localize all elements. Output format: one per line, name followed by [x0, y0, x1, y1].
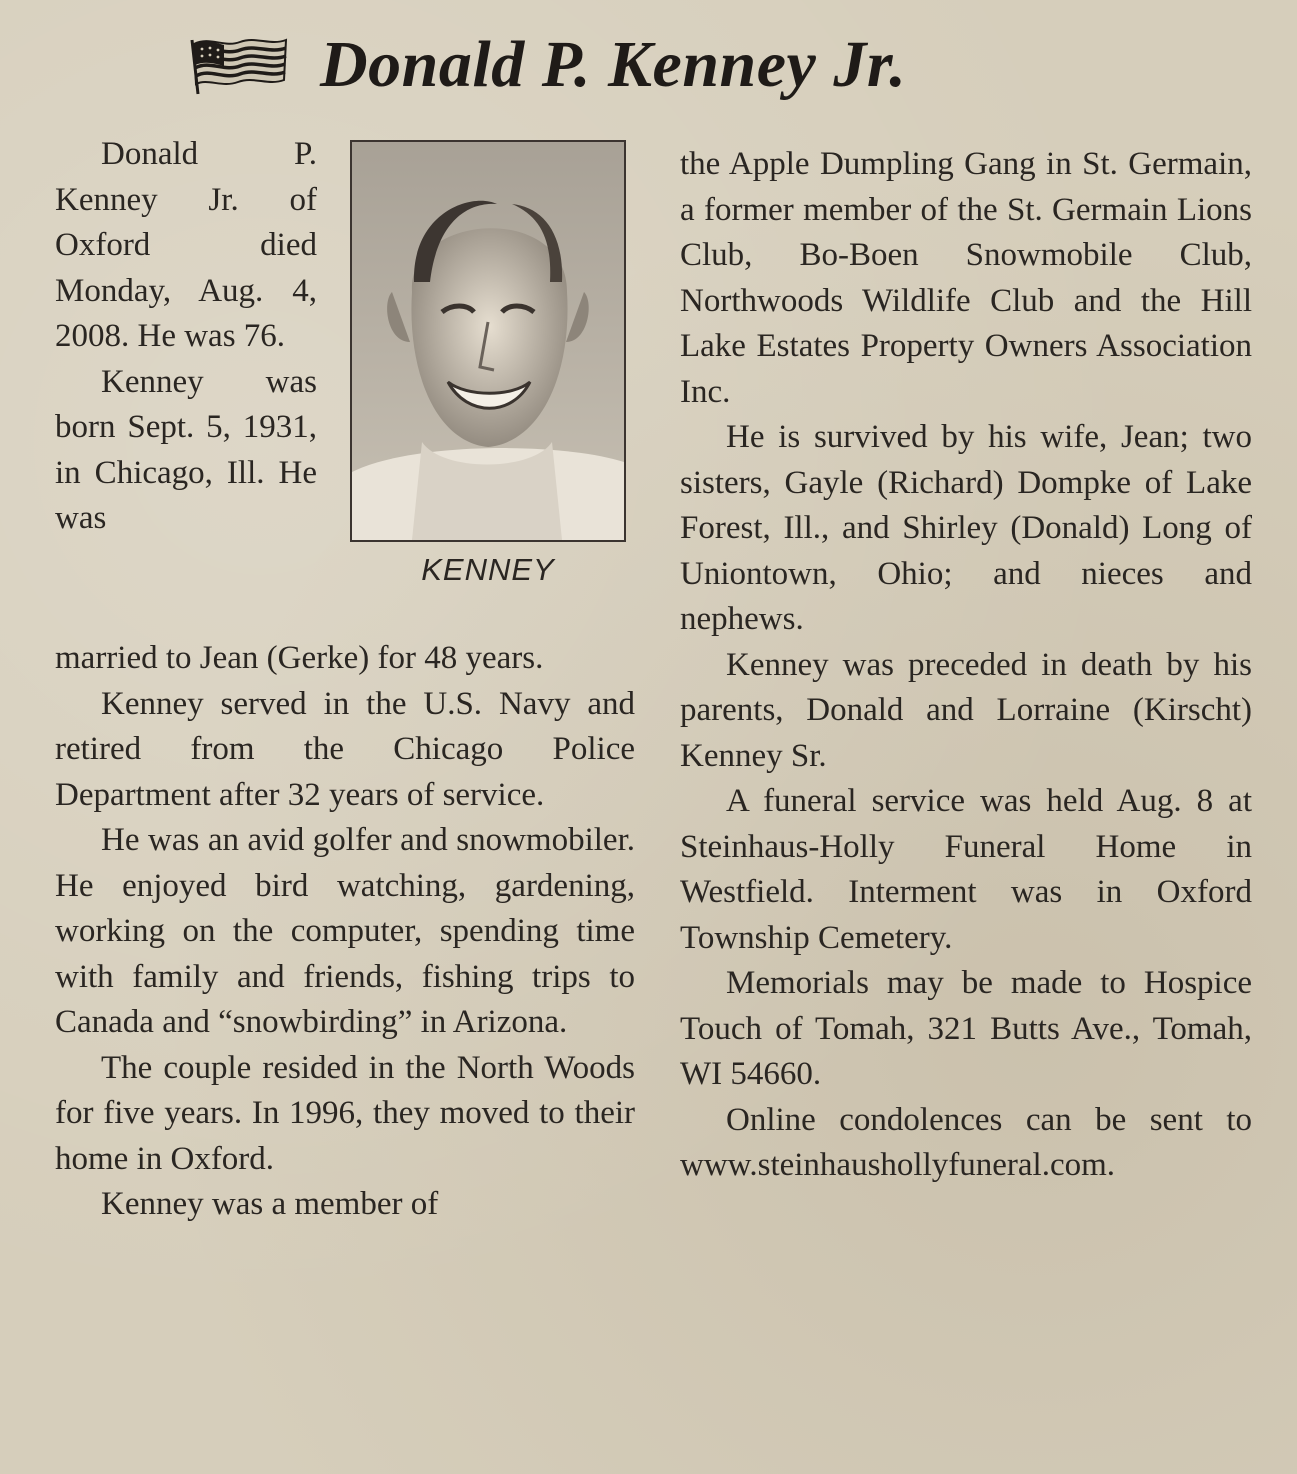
paragraph-condolences: Online condolences can be sent to www.steinhaushollyfuneral.com.	[680, 1101, 1252, 1183]
american-flag-icon	[190, 34, 290, 96]
paragraph-funeral: A funeral service was held Aug. 8 at Steinhaus-Holly Funeral Home in Westfield. Interment was in Oxford Township Cemetery.	[680, 783, 1252, 956]
paragraph-hobbies: He was an avid golfer and snowmobiler. He enjoyed bird watching, gardening, working on the computer, spending time with family and friends, fishing trips to Canada and “snowbirding” in Arizona.	[55, 822, 635, 1040]
portrait-photo	[350, 140, 626, 542]
paragraph-survivors: He is survived by his wife, Jean; two sisters, Gayle (Richard) Dompke of Lake Forest, Ill., and Shirley (Donald) Long of Uniontown, Ohio; and nieces and nephews.	[680, 419, 1252, 637]
left-column-top	[55, 132, 317, 542]
headline-title: Donald P. Kenney Jr.	[320, 28, 907, 101]
paragraph-residence: The couple resided in the North Woods for five years. In 1996, they moved to their home in Oxford.	[55, 1049, 635, 1177]
paragraph-marriage: married to Jean (Gerke) for 48 years.	[55, 640, 544, 676]
portrait-image	[352, 142, 624, 540]
paragraph-death-notice: Donald P. Kenney Jr. of Oxford died Monday, Aug. 4, 2008. He was 76.	[55, 136, 317, 354]
paragraph-memorials: Memorials may be made to Hospice Touch of Tomah, 321 Butts Ave., Tomah, WI 54660.	[680, 965, 1252, 1092]
paragraph-preceded: Kenney was preceded in death by his parents, Donald and Lorraine (Kirscht) Kenney Sr.	[680, 646, 1252, 774]
photo-caption: KENNEY	[421, 552, 555, 587]
headline	[190, 20, 906, 110]
paragraph-service: Kenney served in the U.S. Navy and retired from the Chicago Police Department after 32 years of service.	[55, 685, 635, 813]
paragraph-birth: Kenney was born Sept. 5, 1931, in Chicago, Ill. He was	[55, 363, 317, 536]
left-column-bottom	[55, 636, 635, 1228]
right-column	[680, 142, 1252, 1189]
paragraph-membership-start: Kenney was a member of	[101, 1186, 439, 1222]
paragraph-membership-cont: the Apple Dumpling Gang in St. Germain, a former member of the St. Germain Lions Club, Bo-Boen Snowmobile Club, Northwoods Wildlife Club and the Hill Lake Estates Property Owners Association Inc.	[680, 146, 1252, 410]
